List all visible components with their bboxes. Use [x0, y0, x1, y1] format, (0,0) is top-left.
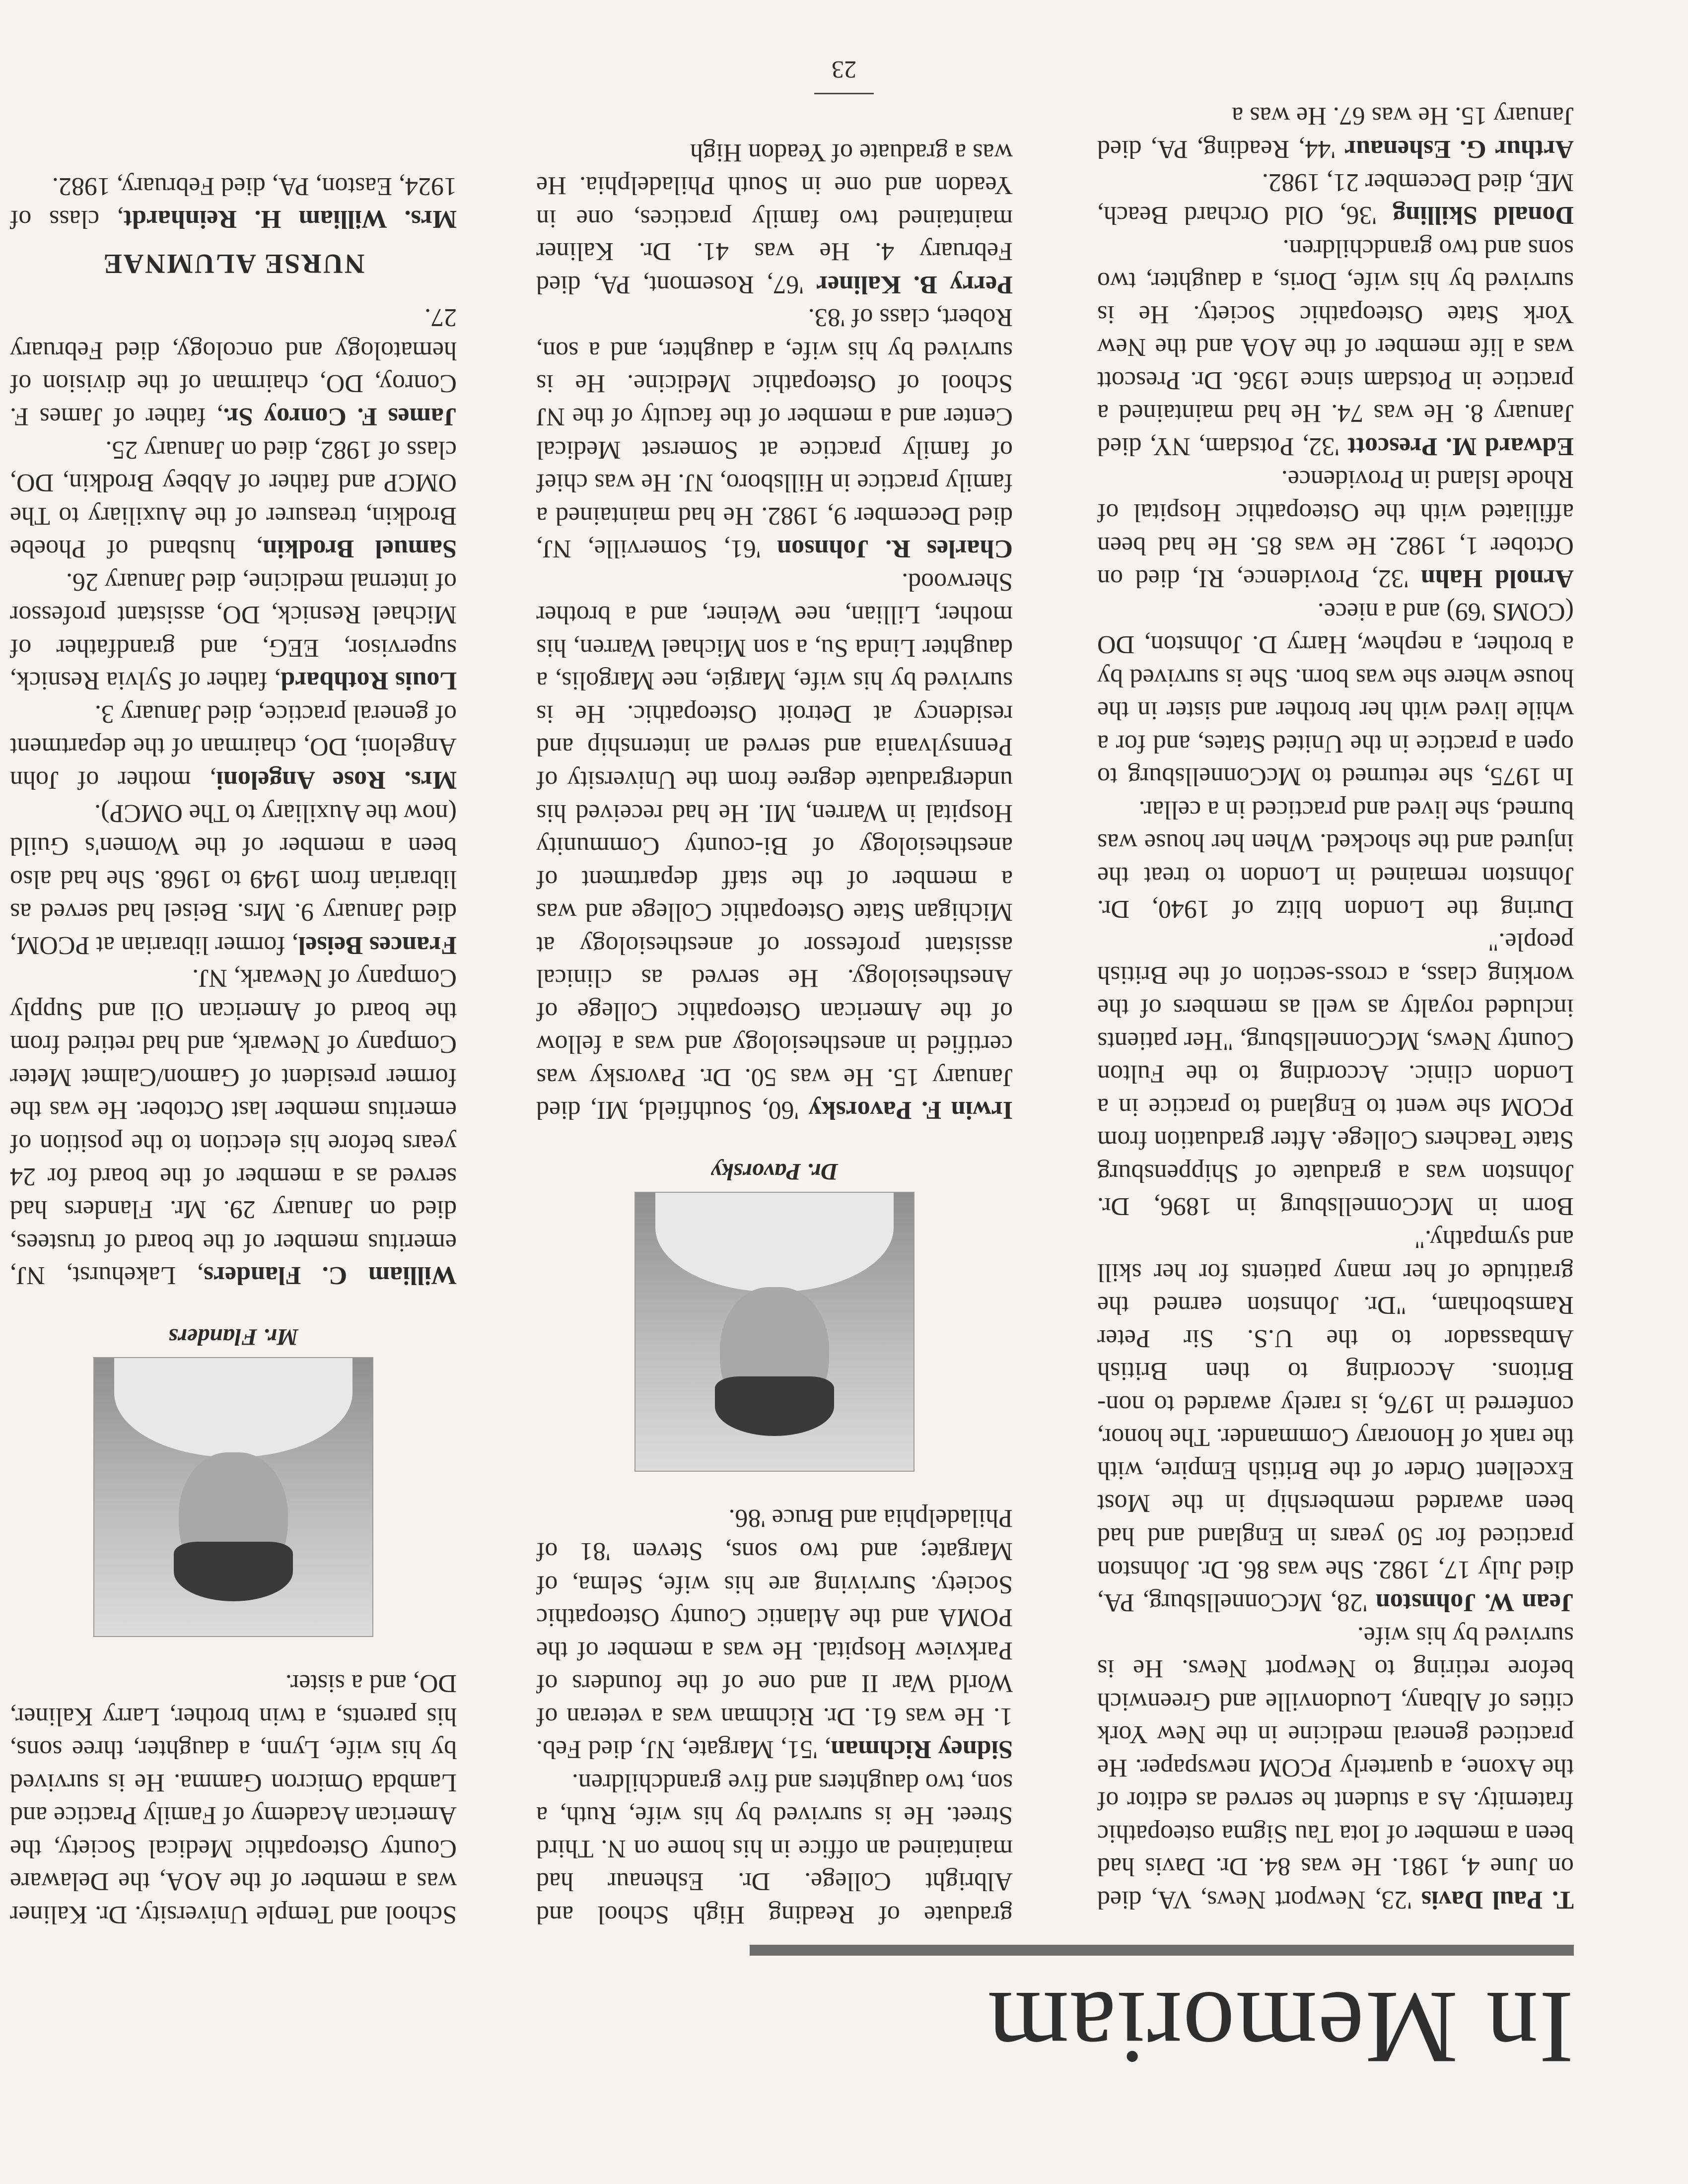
page-number-rule [814, 93, 874, 94]
entry-name: William C. Flanders [203, 1261, 457, 1290]
entry-name: Arthur G. Eshenaur [1344, 135, 1574, 164]
memorial-entry [10, 961, 457, 1292]
memorial-entry [1097, 1223, 1574, 1619]
entry-text: '23, Newport News, VA, died on June 4, 1981. He was 84. Dr. Davis had been a member of Iota Tau Sigma osteopathic fraternity. As a student he served as editor of the Axone, a quarterly PCOM newspaper. He practiced general medicine in the New York cities of Albany, Loudonville and Greenwich before retiring to Newport News. He is survived by his wife. [1097, 1621, 1574, 1914]
entry-text: , former librarian at PCOM, died January 9. Mrs. Beisel had served as librarian from 1949 to 1968. She had also been a member of the Women's Guild (now the Auxiliary to The OMCP). [10, 799, 457, 959]
photo-caption-flanders: Mr. Flanders [168, 1323, 298, 1350]
entry-name: Louis Rothbard [281, 667, 457, 695]
entry-name: Sidney Richman [831, 1735, 1013, 1764]
entry-name: T. Paul Davis [1421, 1886, 1574, 1914]
entry-text: , husband of Phoebe Brodkin, treasurer of the Auxiliary to The OMCP and father of Abbey Brodkin, DO, class of 1982, died on January 25. [10, 435, 457, 563]
memorial-entry [1097, 793, 1574, 925]
page-number: 23 [832, 56, 856, 84]
memorial-entry [536, 565, 1013, 1126]
entry-text: '60, Southfield, MI, died January 15. He was 50. Dr. Pavorsky was certified in anesthesiology and was a fellow of the American Osteopathic College of Anesthesiology. He served as clinical assistant professor of anesthesiology at Michigan State Osteopathic College and was a member of the staff department of anesthesiology of Bi-county Community Hospital in Warren, MI. He had received his undergraduate degree from the University of Pennsylvania and served an internship and residency at Detroit Osteopathic. He is survived by his wife, Margie, nee Margolis, a daughter Linda Su, a son Michael Warren, his mother, Lillian, nee Weiner, and a brother Sherwood. [536, 567, 1013, 1125]
page-title: In Memoriam [986, 1970, 1574, 2085]
entry-text: , Lakehurst, NJ, emeritus member of the board of trustees, died on January 29. Mr. Flanders had served as a member of the board for 24 years before his election to the position of emeritus member last October. He was the former president of Gamon/Calmet Meter Company of Newark, and had retired from the board of American Oil and Supply Company of Newark, NJ. [9, 964, 457, 1290]
memorial-entry [536, 1502, 1013, 1766]
entry-text: During the London blitz of 1940, Dr. Johnston remained in London to treat the injured and the shocked. When her house was burned, she lived and practiced in a cellar. [1097, 795, 1574, 923]
memorial-entry [536, 136, 1013, 301]
entry-text: '32, Potsdam, NY, died January 8. He was 74. He had maintained a practice in Potsdam since 1936. Dr. Prescott was a life member of the AOA and the New York State Osteopathic Society. He is survived by his wife, Doris, a daughter, two sons and two grandchildren. [1097, 234, 1574, 461]
entry-text: , '51, Margate, NJ, died Feb. 1. He was 61. Dr. Richman was a veteran of World War II and one of the founders of Parkview Hospital. He was a member of the POMA and the Atlantic County Osteopathic Society. Surviving are his wife, Selma, of Margate; and two sons, Steven '81 of Philadelphia and Bruce '86. [536, 1504, 1013, 1764]
entry-name: Mrs. William H. Reinhardt [123, 205, 457, 234]
photo-flanders [93, 1357, 373, 1637]
entry-text: , father of Sylvia Resnick, supervisor, EEG, and grandfather of Michael Resnick, DO, assistant professor of internal medicine, died January 26. [9, 567, 457, 695]
memorial-entry [10, 697, 457, 796]
entry-name: Samuel Brodkin [263, 535, 457, 563]
title-block [750, 1970, 1574, 2085]
photo-pavorsky [634, 1192, 914, 1472]
entry-text: School and Temple University. Dr. Kaliner was a member of the AOA, the Delaware County Osteopathic Medical Society, the American Academy of Family Practice and Lambda Omicron Gamma. He is survived by his wife, Lynn, a daughter, three sons, his parents, a twin brother, Larry Kaliner, DO, and a sister. [10, 1669, 457, 1929]
memorial-entry [10, 565, 457, 697]
memorial-entry [1097, 1619, 1574, 1916]
memorial-entry [10, 1667, 457, 1931]
memorial-entry [1097, 99, 1574, 165]
entry-text: '28, McConnellsburg, PA, died July 17, 1982. She was 86. Dr. Johnston practiced for 50 years in England and had been awarded membership in the Most Excellent Order of the British Empire, with the rank of Honorary Commander. The honor, conferred in 1976, is rarely awarded to non-Britons. According to then British Ambassador to the U.S. Sir Peter Ramsbotham, "Dr. Johnston earned the gratitude of her many patients for her skill and sympathy." [1097, 1225, 1574, 1617]
memorial-entry [10, 796, 457, 961]
entry-text: , mother of John Angeloni, DO, chairman of the department of general practice, died January 3. [9, 699, 457, 794]
entry-text: In 1975, she returned to McConnellsburg to open a practice in the United States, and for a while lived with her brother and sister in the house where she was born. She is survived by a brother, a nephew, Harry D. Johnston, DO (COMS '69) and a niece. [1097, 597, 1574, 791]
memorial-entry [10, 169, 457, 235]
memorial-entry [1097, 595, 1574, 793]
photo-caption-pavorsky: Dr. Pavorsky [711, 1158, 838, 1185]
entry-text: , father of James F. Conroy, DO, chairman of the division of hematology and oncology, died February 27. [10, 303, 457, 431]
entry-text: graduate of Reading High School and Albright College. Dr. Eshenaur had maintained an office in his home on N. Third Street. He is survived by his wife, Ruth, a son, two daughters and five grandchildren. [536, 1768, 1013, 1929]
column-2 [536, 136, 1013, 1931]
entry-name: Arnold Hahn [1420, 564, 1574, 593]
memorial-entry [1097, 463, 1574, 595]
entry-name: James F. Conroy Sr. [223, 402, 457, 431]
entry-name: Donald Skilling [1393, 201, 1574, 230]
title-rule [750, 1945, 1574, 1956]
memorial-entry [1097, 231, 1574, 463]
entry-name: Edward M. Prescott [1347, 432, 1574, 461]
entry-name: Jean W. Johnston [1375, 1588, 1574, 1617]
entry-name: Frances Beisel [298, 931, 457, 959]
section-heading-nurse-alumnae: NURSE ALUMNAE [102, 248, 365, 279]
memorial-entry [10, 301, 457, 433]
entry-name: Mrs. Rose Angeloni [216, 765, 457, 794]
entry-text: '67, Rosemont, PA, died February 4. He was 41. Dr. Kaliner maintained two family practices, one in Yeadon and one in South Philadelphia. He was a graduate of Yeadon High [536, 138, 1013, 299]
memorial-entry [536, 1766, 1013, 1931]
memorial-entry [10, 433, 457, 565]
column-3 [10, 169, 457, 1931]
entry-text: '61, Somerville, NJ, died December 9, 1982. He had maintained a family practice in Hillsboro, NJ. He was chief of family practice at Somerset Medical Center and a member of the faculty of the NJ School of Osteopathic Medicine. He is survived by his wife, a daughter, and a son, Robert, class of '83. [536, 303, 1013, 563]
entry-text: '36, Old Orchard Beach, ME, died December 21, 1982. [1097, 168, 1574, 230]
entry-text: , class of 1924, Easton, PA, died February, 1982. [10, 172, 457, 234]
entry-name: Irwin F. Pavorsky [808, 1096, 1013, 1125]
entry-text: '32, Providence, RI, died on October 1, 1982. He was 85. He had been affiliated with the Osteopathic Hospital of Rhode Island in Providence. [1097, 465, 1574, 593]
memorial-entry [1097, 165, 1574, 231]
entry-name: Charles R. Johnson [777, 535, 1013, 563]
memorial-entry [536, 301, 1013, 565]
column-1 [1097, 99, 1574, 1916]
entry-text: '44, Reading, PA, died January 15. He was 67. He was a [1097, 102, 1574, 164]
entry-text: Born in McConnellsburg in 1896, Dr. Johnston was a graduate of Shippensburg State Teachers College. After graduation from PCOM she went to England to practice in a London clinic. According to the Fulton County News, McConnellsburg, "Her patients included royalty as well as members of the working class, a cross-section of the British people." [1097, 928, 1574, 1221]
memorial-entry [1097, 925, 1574, 1223]
entry-name: Perry B. Kaliner [816, 270, 1013, 299]
